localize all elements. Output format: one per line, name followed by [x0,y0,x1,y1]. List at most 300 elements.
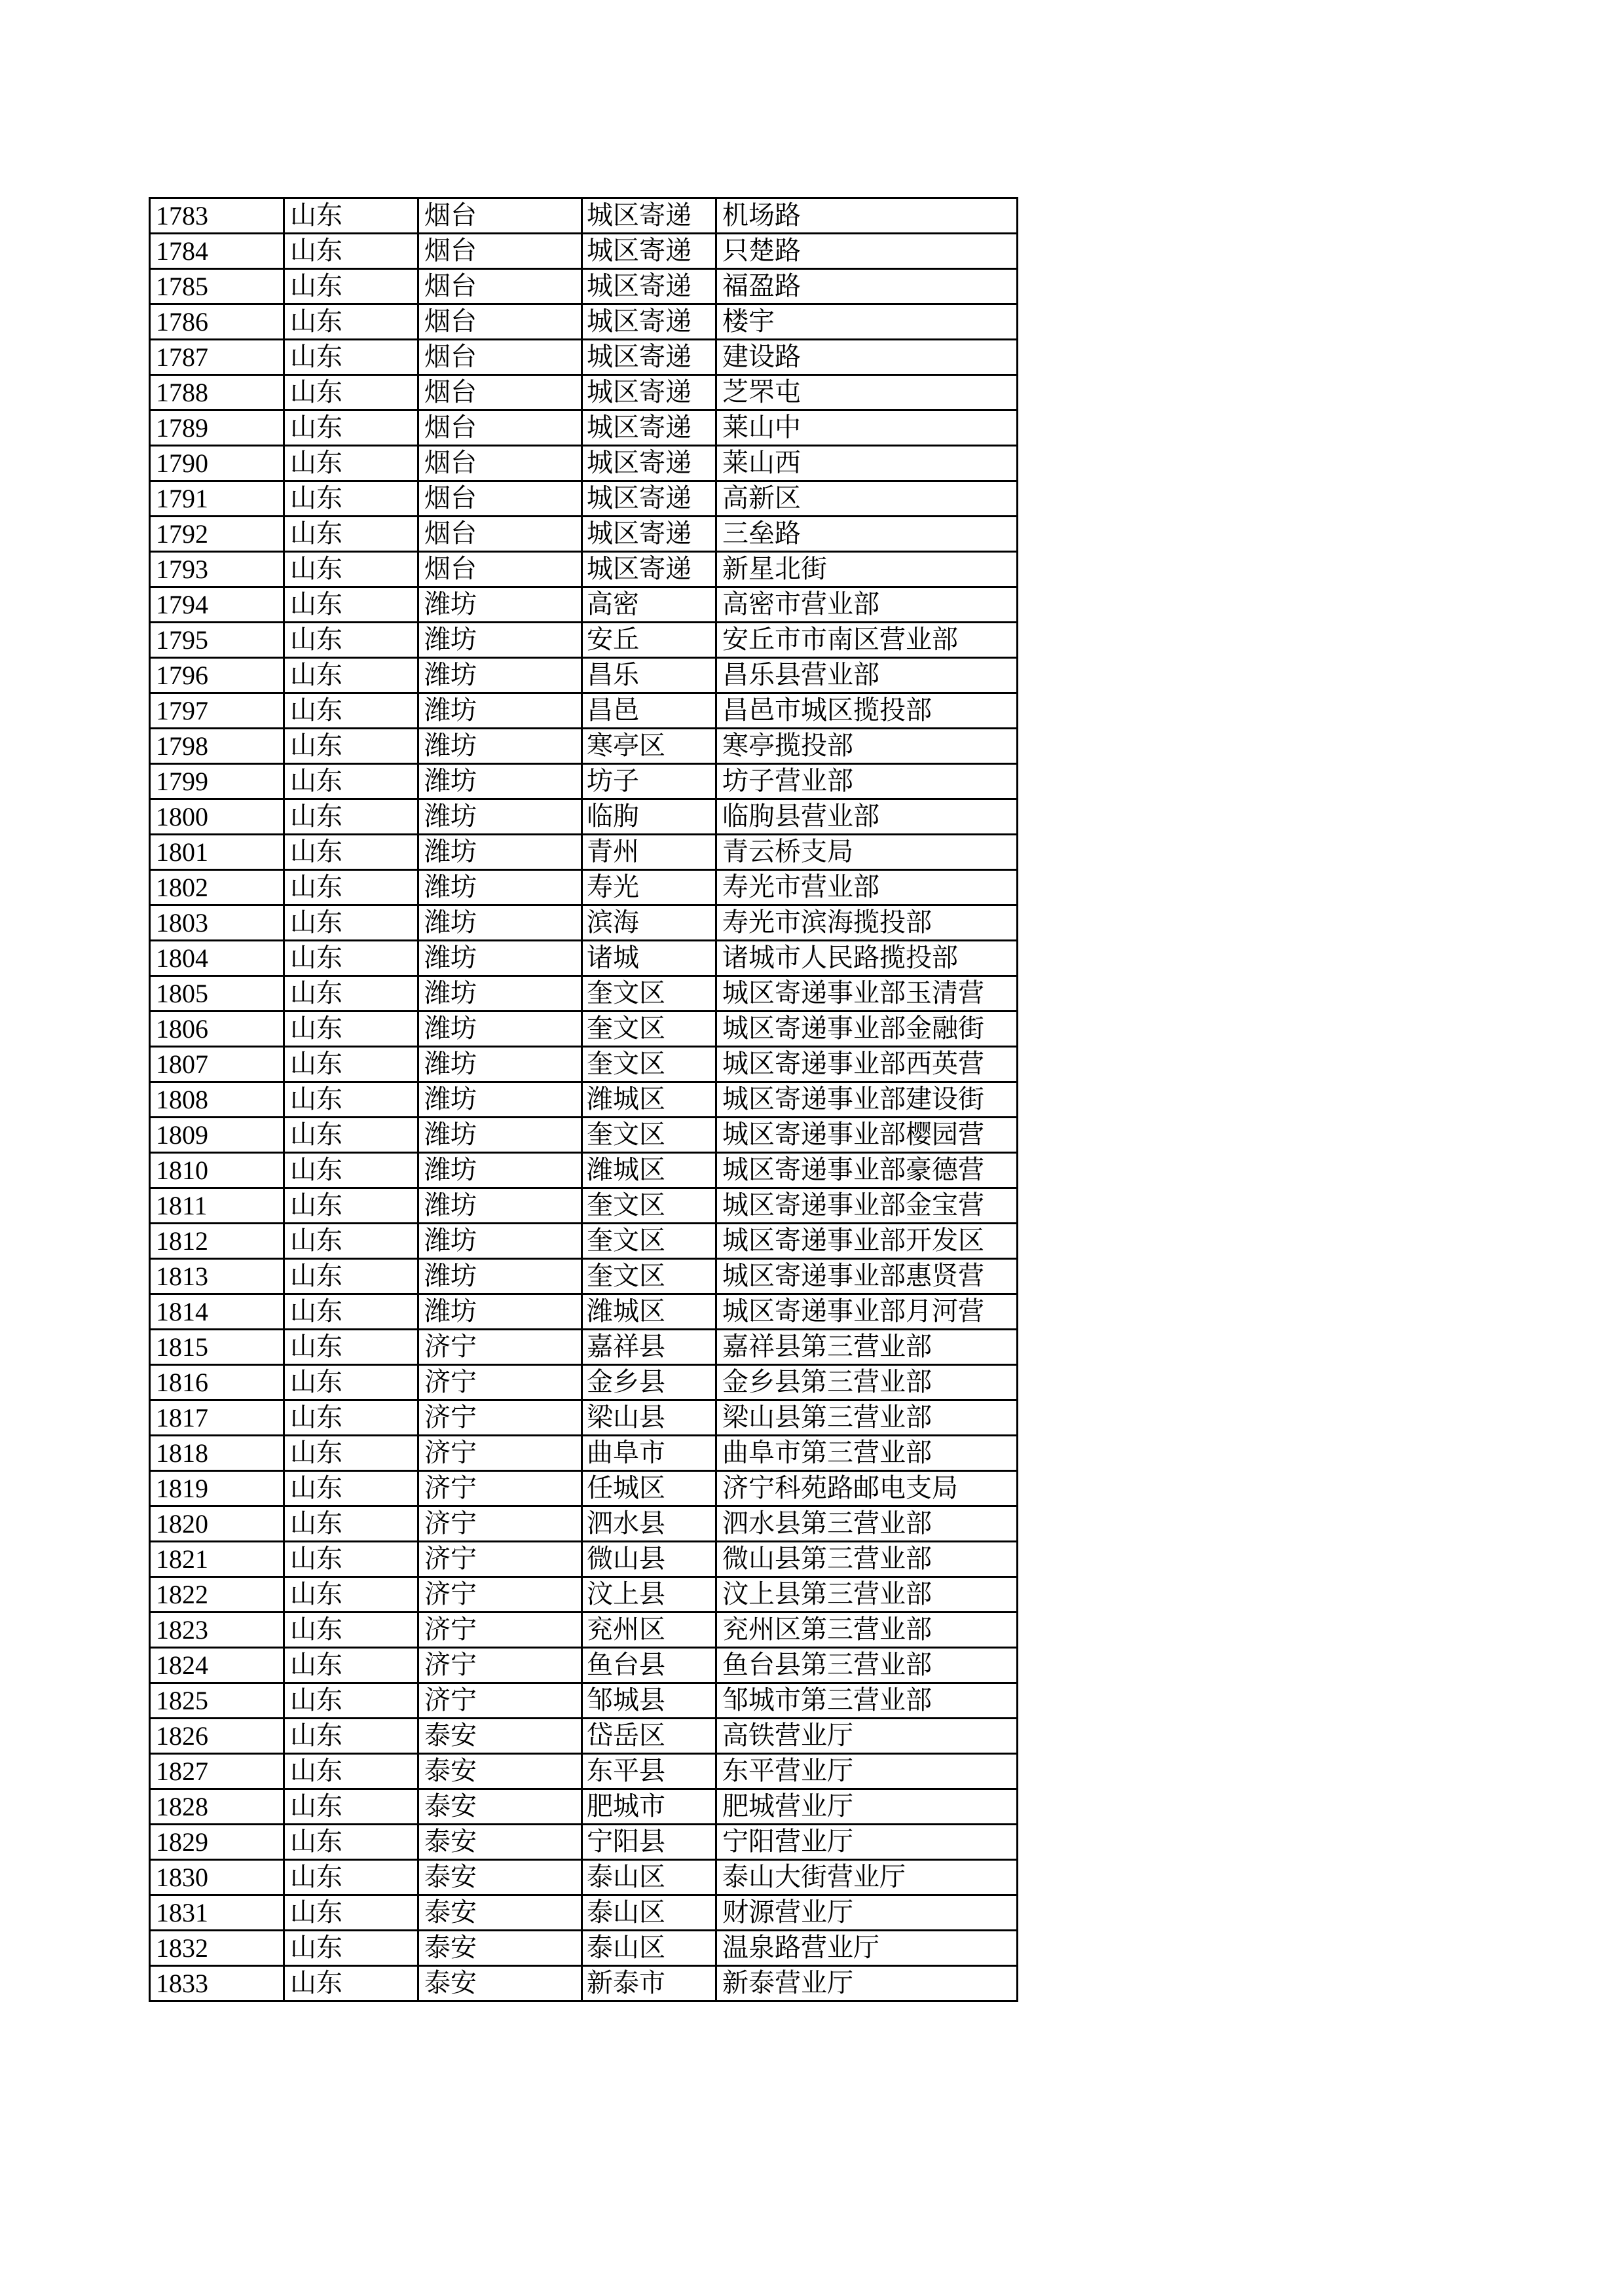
province-cell: 山东 [284,269,418,304]
unit-cell: 奎文区 [582,1259,716,1294]
table-row [150,1011,1018,1047]
table-row [150,799,1018,835]
department-cell: 城区寄递事业部西英营 [716,1047,1018,1082]
table-row [150,941,1018,976]
table-row [150,1613,1018,1648]
city-cell: 泰安 [418,1931,582,1966]
department-cell: 鱼台县第三营业部 [716,1648,1018,1683]
row-number-cell: 1820 [150,1506,284,1542]
department-cell: 泰山大街营业厅 [716,1860,1018,1895]
row-number-cell: 1799 [150,764,284,799]
table-row [150,1683,1018,1719]
row-number-cell: 1790 [150,446,284,481]
city-cell: 济宁 [418,1436,582,1471]
city-cell: 潍坊 [418,623,582,658]
city-cell: 潍坊 [418,764,582,799]
city-cell: 潍坊 [418,799,582,835]
department-cell: 高新区 [716,481,1018,517]
table-row [150,1400,1018,1436]
unit-cell: 东平县 [582,1754,716,1789]
table-row [150,1542,1018,1577]
department-cell: 建设路 [716,340,1018,375]
table-row [150,729,1018,764]
department-cell: 城区寄递事业部建设街 [716,1082,1018,1118]
row-number-cell: 1794 [150,587,284,623]
province-cell: 山东 [284,1365,418,1400]
province-cell: 山东 [284,729,418,764]
department-cell: 梁山县第三营业部 [716,1400,1018,1436]
department-cell: 安丘市市南区营业部 [716,623,1018,658]
row-number-cell: 1822 [150,1577,284,1613]
city-cell: 潍坊 [418,729,582,764]
unit-cell: 青州 [582,835,716,870]
table-row [150,835,1018,870]
row-number-cell: 1791 [150,481,284,517]
row-number-cell: 1802 [150,870,284,905]
table-row [150,1436,1018,1471]
row-number-cell: 1797 [150,693,284,729]
unit-cell: 汶上县 [582,1577,716,1613]
unit-cell: 寒亭区 [582,729,716,764]
row-number-cell: 1786 [150,304,284,340]
row-number-cell: 1825 [150,1683,284,1719]
city-cell: 烟台 [418,517,582,552]
unit-cell: 潍城区 [582,1294,716,1330]
department-cell: 金乡县第三营业部 [716,1365,1018,1400]
table-row [150,693,1018,729]
province-cell: 山东 [284,1047,418,1082]
row-number-cell: 1804 [150,941,284,976]
row-number-cell: 1821 [150,1542,284,1577]
department-cell: 昌乐县营业部 [716,658,1018,693]
table-row [150,410,1018,446]
city-cell: 济宁 [418,1365,582,1400]
row-number-cell: 1795 [150,623,284,658]
unit-cell: 城区寄递 [582,375,716,410]
row-number-cell: 1801 [150,835,284,870]
province-cell: 山东 [284,1931,418,1966]
unit-cell: 微山县 [582,1542,716,1577]
table-row [150,1188,1018,1224]
row-number-cell: 1796 [150,658,284,693]
province-cell: 山东 [284,1719,418,1754]
unit-cell: 城区寄递 [582,234,716,269]
row-number-cell: 1809 [150,1118,284,1153]
row-number-cell: 1829 [150,1825,284,1860]
department-cell: 微山县第三营业部 [716,1542,1018,1577]
city-cell: 泰安 [418,1789,582,1825]
unit-cell: 新泰市 [582,1966,716,2001]
province-cell: 山东 [284,1506,418,1542]
city-cell: 潍坊 [418,1224,582,1259]
unit-cell: 宁阳县 [582,1825,716,1860]
unit-cell: 泰山区 [582,1860,716,1895]
table-row [150,1224,1018,1259]
province-cell: 山东 [284,1577,418,1613]
table-row [150,234,1018,269]
province-cell: 山东 [284,1825,418,1860]
department-cell: 寿光市滨海揽投部 [716,905,1018,941]
city-cell: 烟台 [418,446,582,481]
department-cell: 城区寄递事业部月河营 [716,1294,1018,1330]
row-number-cell: 1787 [150,340,284,375]
province-cell: 山东 [284,234,418,269]
department-cell: 坊子营业部 [716,764,1018,799]
table-row [150,1860,1018,1895]
province-cell: 山东 [284,764,418,799]
department-cell: 邹城市第三营业部 [716,1683,1018,1719]
province-cell: 山东 [284,1471,418,1506]
department-cell: 临朐县营业部 [716,799,1018,835]
table-row [150,1330,1018,1365]
department-cell: 青云桥支局 [716,835,1018,870]
department-cell: 新星北街 [716,552,1018,587]
department-cell: 城区寄递事业部金宝营 [716,1188,1018,1224]
province-cell: 山东 [284,340,418,375]
table-row [150,198,1018,234]
unit-cell: 奎文区 [582,1224,716,1259]
city-cell: 潍坊 [418,587,582,623]
city-cell: 潍坊 [418,693,582,729]
department-cell: 昌邑市城区揽投部 [716,693,1018,729]
city-cell: 济宁 [418,1542,582,1577]
row-number-cell: 1833 [150,1966,284,2001]
province-cell: 山东 [284,905,418,941]
unit-cell: 金乡县 [582,1365,716,1400]
row-number-cell: 1823 [150,1613,284,1648]
city-cell: 济宁 [418,1506,582,1542]
province-cell: 山东 [284,941,418,976]
province-cell: 山东 [284,1683,418,1719]
row-number-cell: 1818 [150,1436,284,1471]
row-number-cell: 1827 [150,1754,284,1789]
table-row [150,1577,1018,1613]
province-cell: 山东 [284,870,418,905]
row-number-cell: 1793 [150,552,284,587]
row-number-cell: 1805 [150,976,284,1011]
city-cell: 烟台 [418,552,582,587]
province-cell: 山东 [284,587,418,623]
department-cell: 芝罘屯 [716,375,1018,410]
department-cell: 高铁营业厅 [716,1719,1018,1754]
province-cell: 山东 [284,1613,418,1648]
city-cell: 烟台 [418,269,582,304]
department-cell: 城区寄递事业部豪德营 [716,1153,1018,1188]
table-row [150,870,1018,905]
province-cell: 山东 [284,1436,418,1471]
department-cell: 兖州区第三营业部 [716,1613,1018,1648]
table-row [150,269,1018,304]
province-cell: 山东 [284,1082,418,1118]
city-cell: 烟台 [418,375,582,410]
row-number-cell: 1811 [150,1188,284,1224]
province-cell: 山东 [284,623,418,658]
unit-cell: 城区寄递 [582,304,716,340]
province-cell: 山东 [284,1860,418,1895]
unit-cell: 岱岳区 [582,1719,716,1754]
province-cell: 山东 [284,1648,418,1683]
department-cell: 福盈路 [716,269,1018,304]
department-cell: 寒亭揽投部 [716,729,1018,764]
unit-cell: 安丘 [582,623,716,658]
department-cell: 新泰营业厅 [716,1966,1018,2001]
unit-cell: 昌邑 [582,693,716,729]
table-row [150,1153,1018,1188]
city-cell: 济宁 [418,1330,582,1365]
department-cell: 汶上县第三营业部 [716,1577,1018,1613]
department-cell: 莱山西 [716,446,1018,481]
province-cell: 山东 [284,1400,418,1436]
row-number-cell: 1824 [150,1648,284,1683]
table-row [150,1506,1018,1542]
unit-cell: 奎文区 [582,1188,716,1224]
table-body [150,198,1018,2001]
table-row [150,905,1018,941]
row-number-cell: 1808 [150,1082,284,1118]
table-row [150,1931,1018,1966]
city-cell: 潍坊 [418,1082,582,1118]
table-row [150,658,1018,693]
row-number-cell: 1812 [150,1224,284,1259]
unit-cell: 滨海 [582,905,716,941]
unit-cell: 奎文区 [582,1011,716,1047]
unit-cell: 泗水县 [582,1506,716,1542]
city-cell: 潍坊 [418,835,582,870]
table-row [150,587,1018,623]
unit-cell: 奎文区 [582,1118,716,1153]
city-cell: 潍坊 [418,1153,582,1188]
province-cell: 山东 [284,1118,418,1153]
unit-cell: 任城区 [582,1471,716,1506]
unit-cell: 诸城 [582,941,716,976]
department-cell: 东平营业厅 [716,1754,1018,1789]
department-cell: 莱山中 [716,410,1018,446]
row-number-cell: 1832 [150,1931,284,1966]
unit-cell: 泰山区 [582,1931,716,1966]
row-number-cell: 1814 [150,1294,284,1330]
province-cell: 山东 [284,1224,418,1259]
city-cell: 潍坊 [418,905,582,941]
city-cell: 潍坊 [418,1294,582,1330]
department-cell: 寿光市营业部 [716,870,1018,905]
city-cell: 潍坊 [418,870,582,905]
province-cell: 山东 [284,304,418,340]
unit-cell: 曲阜市 [582,1436,716,1471]
table-row [150,1294,1018,1330]
table-row [150,1118,1018,1153]
department-cell: 城区寄递事业部惠贤营 [716,1259,1018,1294]
row-number-cell: 1788 [150,375,284,410]
city-cell: 济宁 [418,1613,582,1648]
unit-cell: 城区寄递 [582,269,716,304]
table-row [150,976,1018,1011]
row-number-cell: 1815 [150,1330,284,1365]
unit-cell: 城区寄递 [582,481,716,517]
city-cell: 泰安 [418,1754,582,1789]
city-cell: 烟台 [418,340,582,375]
department-cell: 城区寄递事业部金融街 [716,1011,1018,1047]
row-number-cell: 1784 [150,234,284,269]
city-cell: 烟台 [418,234,582,269]
province-cell: 山东 [284,799,418,835]
row-number-cell: 1817 [150,1400,284,1436]
table-row [150,375,1018,410]
city-cell: 济宁 [418,1648,582,1683]
province-cell: 山东 [284,481,418,517]
city-cell: 潍坊 [418,1118,582,1153]
department-cell: 高密市营业部 [716,587,1018,623]
city-cell: 济宁 [418,1400,582,1436]
province-cell: 山东 [284,1966,418,2001]
unit-cell: 泰山区 [582,1895,716,1931]
unit-cell: 城区寄递 [582,552,716,587]
department-cell: 三垒路 [716,517,1018,552]
table-row [150,1825,1018,1860]
unit-cell: 潍城区 [582,1153,716,1188]
table-row [150,552,1018,587]
table-row [150,1789,1018,1825]
row-number-cell: 1800 [150,799,284,835]
table-row [150,1259,1018,1294]
department-cell: 嘉祥县第三营业部 [716,1330,1018,1365]
row-number-cell: 1828 [150,1789,284,1825]
row-number-cell: 1826 [150,1719,284,1754]
table-row [150,1047,1018,1082]
province-cell: 山东 [284,976,418,1011]
department-cell: 只楚路 [716,234,1018,269]
province-cell: 山东 [284,1188,418,1224]
city-cell: 潍坊 [418,1188,582,1224]
province-cell: 山东 [284,1294,418,1330]
table-row [150,1082,1018,1118]
row-number-cell: 1783 [150,198,284,234]
row-number-cell: 1813 [150,1259,284,1294]
city-cell: 泰安 [418,1860,582,1895]
city-cell: 泰安 [418,1966,582,2001]
unit-cell: 鱼台县 [582,1648,716,1683]
province-cell: 山东 [284,835,418,870]
city-cell: 济宁 [418,1683,582,1719]
city-cell: 泰安 [418,1719,582,1754]
unit-cell: 城区寄递 [582,340,716,375]
unit-cell: 高密 [582,587,716,623]
department-cell: 曲阜市第三营业部 [716,1436,1018,1471]
province-cell: 山东 [284,446,418,481]
unit-cell: 肥城市 [582,1789,716,1825]
province-cell: 山东 [284,1259,418,1294]
city-cell: 烟台 [418,481,582,517]
province-cell: 山东 [284,693,418,729]
table-row [150,764,1018,799]
row-number-cell: 1816 [150,1365,284,1400]
table-row [150,1966,1018,2001]
department-cell: 宁阳营业厅 [716,1825,1018,1860]
table-row [150,1648,1018,1683]
department-cell: 温泉路营业厅 [716,1931,1018,1966]
province-cell: 山东 [284,1330,418,1365]
unit-cell: 城区寄递 [582,410,716,446]
table-row [150,1719,1018,1754]
department-cell: 机场路 [716,198,1018,234]
table-row [150,1471,1018,1506]
unit-cell: 城区寄递 [582,517,716,552]
city-cell: 泰安 [418,1825,582,1860]
unit-cell: 寿光 [582,870,716,905]
table-row [150,340,1018,375]
row-number-cell: 1831 [150,1895,284,1931]
department-cell: 诸城市人民路揽投部 [716,941,1018,976]
unit-cell: 坊子 [582,764,716,799]
province-cell: 山东 [284,1011,418,1047]
row-number-cell: 1803 [150,905,284,941]
unit-cell: 潍城区 [582,1082,716,1118]
city-cell: 济宁 [418,1577,582,1613]
unit-cell: 兖州区 [582,1613,716,1648]
province-cell: 山东 [284,375,418,410]
province-cell: 山东 [284,552,418,587]
row-number-cell: 1807 [150,1047,284,1082]
table-row [150,481,1018,517]
table-row [150,304,1018,340]
data-table [149,197,1018,2002]
row-number-cell: 1785 [150,269,284,304]
department-cell: 城区寄递事业部玉清营 [716,976,1018,1011]
row-number-cell: 1830 [150,1860,284,1895]
city-cell: 烟台 [418,198,582,234]
table-row [150,517,1018,552]
unit-cell: 嘉祥县 [582,1330,716,1365]
province-cell: 山东 [284,1153,418,1188]
city-cell: 济宁 [418,1471,582,1506]
department-cell: 楼宇 [716,304,1018,340]
unit-cell: 城区寄递 [582,198,716,234]
province-cell: 山东 [284,1895,418,1931]
table-row [150,1895,1018,1931]
row-number-cell: 1806 [150,1011,284,1047]
table-row [150,623,1018,658]
unit-cell: 邹城县 [582,1683,716,1719]
province-cell: 山东 [284,1754,418,1789]
department-cell: 济宁科苑路邮电支局 [716,1471,1018,1506]
table-row [150,1754,1018,1789]
unit-cell: 奎文区 [582,976,716,1011]
city-cell: 潍坊 [418,1047,582,1082]
province-cell: 山东 [284,658,418,693]
row-number-cell: 1792 [150,517,284,552]
province-cell: 山东 [284,198,418,234]
department-cell: 城区寄递事业部樱园营 [716,1118,1018,1153]
city-cell: 潍坊 [418,1259,582,1294]
department-cell: 肥城营业厅 [716,1789,1018,1825]
row-number-cell: 1789 [150,410,284,446]
row-number-cell: 1819 [150,1471,284,1506]
unit-cell: 城区寄递 [582,446,716,481]
province-cell: 山东 [284,1542,418,1577]
table-row [150,446,1018,481]
province-cell: 山东 [284,1789,418,1825]
department-cell: 泗水县第三营业部 [716,1506,1018,1542]
unit-cell: 奎文区 [582,1047,716,1082]
unit-cell: 梁山县 [582,1400,716,1436]
department-cell: 财源营业厅 [716,1895,1018,1931]
province-cell: 山东 [284,410,418,446]
city-cell: 潍坊 [418,976,582,1011]
province-cell: 山东 [284,517,418,552]
city-cell: 烟台 [418,410,582,446]
unit-cell: 临朐 [582,799,716,835]
row-number-cell: 1798 [150,729,284,764]
unit-cell: 昌乐 [582,658,716,693]
